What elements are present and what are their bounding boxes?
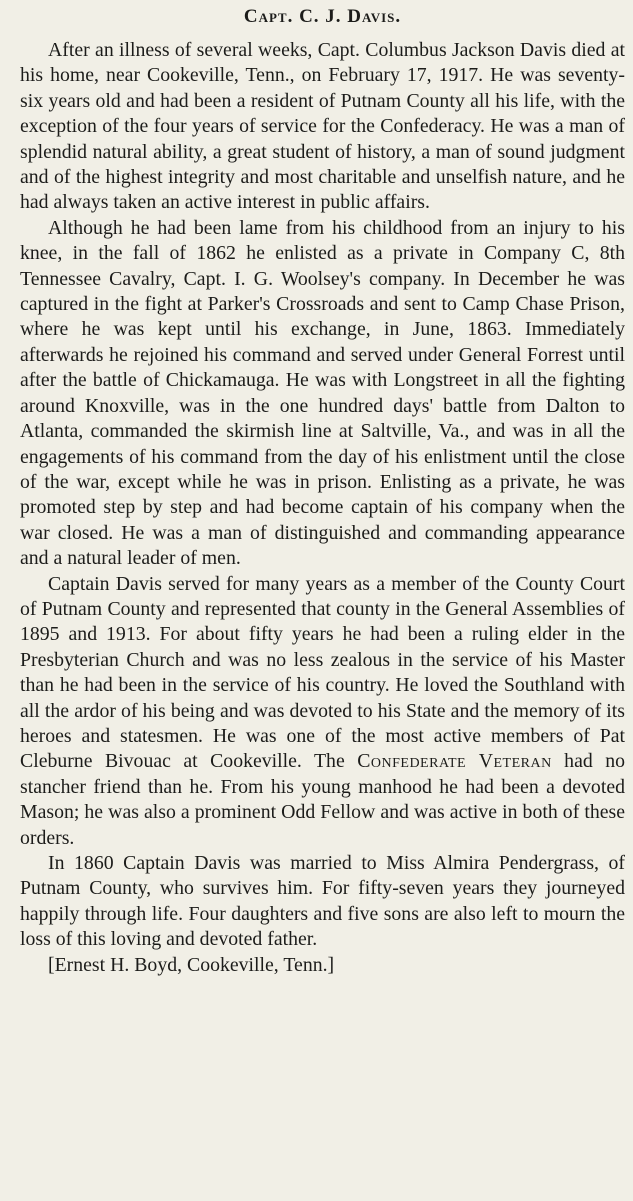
author-signature: [Ernest H. Boyd, Cookeville, Tenn.]	[48, 953, 335, 976]
paragraph-illness-and-death: After an illness of several weeks, Capt. Columbus Jackson Davis died at his home, near Cookeville, Tenn., on February 17, 1917. He was seventy-six years old and had been a resident of Putnam County all his life, with the exception of the four years of service for the Confederacy. He was a man of splendid natural ability, a great student of history, a man of sound judgment and of the highest integrity and most charitable and unselfish nature, and he had always taken an active interest in public affairs.	[20, 39, 625, 214]
paragraph-family: In 1860 Captain Davis was married to Miss Almira Pendergrass, of Putnam County, who survives him. For fifty-seven years they journeyed happily through life. Four daughters and five sons are also left to mourn the loss of this loving and devoted father.	[20, 852, 625, 951]
obituary-title: Capt. C. J. Davis.	[243, 6, 402, 27]
paragraph-civic-life-text-after: had no stancher friend than he. From his young manhood he had been a devoted Mason; he was also a prominent Odd Fellow and was active in both of these orders.	[20, 750, 625, 849]
paragraph-civic-life-text-before: Captain Davis served for many years as a member of the County Court of Putnam County and represented that county in the General Assemblies of 1895 and 1913. For about fifty years he had been a ruling elder in the Presbyterian Church and was no less zealous in the service of his Master than he had been in the service of his country. He loved the Southland with all the ardor of his being and was devoted to his State and the memory of its heroes and statesmen. He was one of the most active members of Pat Cleburne Bivouac at Cookeville. The	[20, 572, 625, 773]
publication-name: Confederate Veteran	[357, 750, 552, 773]
paragraph-civic-life	[20, 572, 625, 851]
paragraph-military-service: Although he had been lame from his childhood from an injury to his knee, in the fall of 1862 he enlisted as a private in Company C, 8th Tennessee Cavalry, Capt. I. G. Woolsey's company. In December he was captured in the fight at Parker's Crossroads and sent to Camp Chase Prison, where he was kept until his exchange, in June, 1863. Immediately afterwards he rejoined his command and served under General Forrest until after the battle of Chickamauga. He was with Longstreet in all the fighting around Knoxville, was in the one hundred days' battle from Dalton to Atlanta, commanded the skirmish line at Saltville, Va., and was in all the engagements of his command from the day of his enlistment until the close of the war, except while he was in prison. Enlisting as a private, he was promoted step by step and had become captain of his company when the war closed. He was a man of distinguished and commanding appearance and a natural leader of men.	[20, 216, 625, 570]
